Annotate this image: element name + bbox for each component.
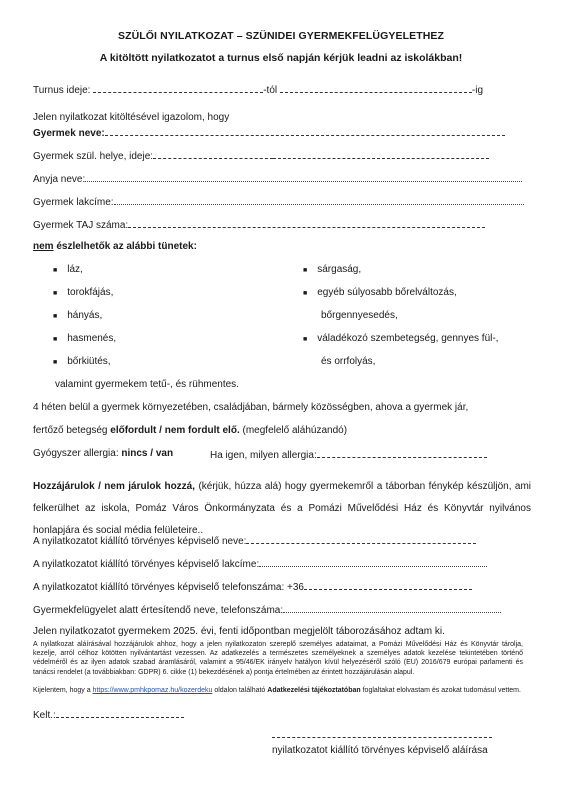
birth-row — [33, 149, 489, 162]
turnus-tol-label: -tól — [263, 85, 278, 96]
privacy-bold: Adatkezelési tájékoztatóban — [267, 687, 361, 694]
exposure-line-2 — [33, 425, 347, 436]
guardian-name-row — [33, 534, 476, 547]
mother-row — [33, 172, 522, 185]
turnus-start-field[interactable] — [93, 83, 263, 93]
taj-row — [33, 218, 485, 231]
symptom-label: torokfájás, — [67, 287, 114, 298]
address-label: Gyermek lakcíme: — [33, 197, 114, 208]
symptom-left-2 — [53, 310, 102, 321]
guardian-name-field[interactable] — [246, 534, 476, 544]
turnus-ig-label: -ig — [471, 85, 484, 96]
child-name-field[interactable] — [105, 126, 505, 136]
bullet-icon: ■ — [53, 359, 58, 366]
guardian-phone-field[interactable] — [304, 580, 472, 590]
exposure-text: fertőző betegség — [33, 425, 111, 436]
symptoms-heading-nem: nem — [33, 241, 54, 252]
signature-label: nyilatkozatot kiállító törvényes képviselő aláírása — [272, 745, 488, 756]
date-field[interactable] — [56, 708, 184, 718]
allergy-detail-label: Ha igen, milyen allergia: — [210, 450, 317, 461]
address-row — [33, 195, 524, 208]
consent-text: (kérjük, húzza alá) hogy gyermekemről a táborban fénykép készüljön, ami felkerülhet az iskola, Pomáz Város Önkormányzata és a Pomázi Művelődési Ház és Könyvtár nyilvános honlapjára és social média felületeire.. — [33, 481, 531, 536]
emergency-row — [33, 603, 501, 616]
emergency-label: Gyermekfelügyelet alatt értesítendő neve, telefonszáma: — [33, 605, 284, 616]
emergency-field[interactable] — [283, 603, 501, 613]
birth-label: Gyermek szül. helye, ideje: — [33, 151, 154, 162]
mother-field[interactable] — [85, 172, 522, 182]
intro-text: Jelen nyilatkozat kitöltésével igazolom, hogy — [33, 112, 230, 123]
address-field[interactable] — [114, 195, 524, 205]
symptom-right-4: és orrfolyás, — [321, 356, 376, 367]
turnus-label: Turnus ideje: — [33, 85, 91, 96]
turnus-row — [33, 83, 483, 96]
symptom-label: bőrkiütés, — [67, 356, 111, 367]
guardian-address-label: A nyilatkozatot kiállító törvényes képviselő lakcíme: — [33, 559, 260, 570]
guardian-address-row — [33, 557, 487, 570]
bullet-icon: ■ — [53, 313, 58, 320]
taj-label: Gyermek TAJ száma: — [33, 220, 129, 231]
birth-date-field[interactable] — [273, 149, 489, 159]
symptom-label: váladékozó szembetegség, gennyes fül-, — [317, 333, 499, 344]
symptoms-footer: valamint gyermekem tetű-, és rühmentes. — [55, 379, 239, 390]
signature-line[interactable] — [272, 737, 492, 738]
guardian-phone-label: A nyilatkozatot kiállító törvényes képviselő telefonszáma: +36 — [33, 582, 304, 593]
guardian-name-label: A nyilatkozatot kiállító törvényes képviselő neve: — [33, 536, 247, 547]
symptom-right-0 — [303, 264, 361, 275]
allergy-label: Gyógyszer allergia: — [33, 448, 122, 459]
symptom-left-1 — [53, 287, 113, 298]
taj-field[interactable] — [128, 218, 485, 228]
privacy-prefix: Kijelentem, hogy a — [33, 687, 93, 694]
symptom-label: sárgaság, — [317, 264, 362, 275]
date-row — [33, 708, 184, 721]
symptoms-heading-text: észlelhetők az alábbi tünetek: — [53, 241, 197, 252]
symptom-right-2: bőrgennyesedés, — [321, 310, 398, 321]
statement-text: Jelen nyilatkozatot gyermekem 2025. évi, fenti időpontban megjelölt táborozásához adtam ki. — [33, 626, 445, 637]
allergy-row — [33, 448, 173, 459]
exposure-choice[interactable]: előfordult / nem fordult elő. — [110, 425, 240, 436]
turnus-end-field[interactable] — [280, 83, 472, 93]
symptoms-heading — [33, 241, 197, 252]
privacy-link[interactable]: https://www.pmhkpomaz.hu/kozerdeku — [92, 687, 213, 694]
gdpr-paragraph: A nyilatkozat aláírásával hozzájárulok ahhoz, hogy a jelen nyilatkozaton szereplő személyes adataimat, a Pomázi Művelődési Ház és Könyvtár tárolja, kezelje, arról célhoz kötötten nyilvántartást vezessen. Az adatkezelés a természetes személyeknek a személyes adatok kezelése tekintetében történő védelméről és az ilyen adatok szabad áramlásáról, valamint a 95/46/EK irányelv hatályon kívül helyezéséről szóló (EU) 2016/679 európai parlamenti és tanácsi rendelet (a továbbiakban: GDPR) 6. cikke (1) bekezdésének a) pontja értelmében az érintett hozzájárulásán alapul. — [33, 641, 523, 676]
date-label: Kelt.: — [33, 710, 56, 721]
allergy-detail-row — [210, 448, 487, 461]
symptom-label: hasmenés, — [67, 333, 117, 344]
consent-paragraph — [33, 476, 531, 542]
allergy-choice[interactable]: nincs / van — [121, 448, 174, 459]
privacy-middle: oldalon található — [212, 687, 268, 694]
exposure-note: (megfelelő aláhúzandó) — [239, 425, 348, 436]
symptom-right-1 — [303, 287, 457, 298]
bullet-icon: ■ — [53, 290, 58, 297]
page-title: SZÜLŐI NYILATKOZAT – SZÜNIDEI GYERMEKFELÜGYELETHEZ — [117, 30, 445, 42]
exposure-line-1: 4 héten belül a gyermek környezetében, családjában, bármely közösségben, ahova a gyermek jár, — [33, 402, 469, 413]
symptom-left-3 — [53, 333, 116, 344]
child-name-row — [33, 126, 505, 139]
symptom-label: láz, — [67, 264, 83, 275]
allergy-detail-field[interactable] — [317, 448, 487, 458]
privacy-paragraph — [33, 686, 523, 695]
symptom-right-3 — [303, 333, 498, 344]
privacy-suffix: foglaltakat elolvastam és azokat tudomásul vettem. — [360, 687, 521, 694]
bullet-icon: ■ — [53, 267, 58, 274]
symptom-label: hányás, — [67, 310, 103, 321]
child-name-label: Gyermek neve: — [33, 128, 105, 139]
bullet-icon: ■ — [303, 336, 308, 343]
symptom-left-4 — [53, 356, 111, 367]
bullet-icon: ■ — [303, 290, 308, 297]
mother-label: Anyja neve: — [33, 174, 86, 185]
guardian-phone-row — [33, 580, 472, 593]
guardian-address-field[interactable] — [259, 557, 487, 567]
birth-place-field[interactable] — [153, 149, 273, 159]
bullet-icon: ■ — [303, 267, 308, 274]
page-subtitle: A kitöltött nyilatkozatot a turnus első napján kérjük leadni az iskolákban! — [99, 52, 463, 64]
consent-choice[interactable]: Hozzájárulok / nem járulok hozzá, — [33, 481, 196, 492]
bullet-icon: ■ — [53, 336, 58, 343]
symptom-left-0 — [53, 264, 83, 275]
symptom-label: egyéb súlyosabb bőrelváltozás, — [317, 287, 457, 298]
